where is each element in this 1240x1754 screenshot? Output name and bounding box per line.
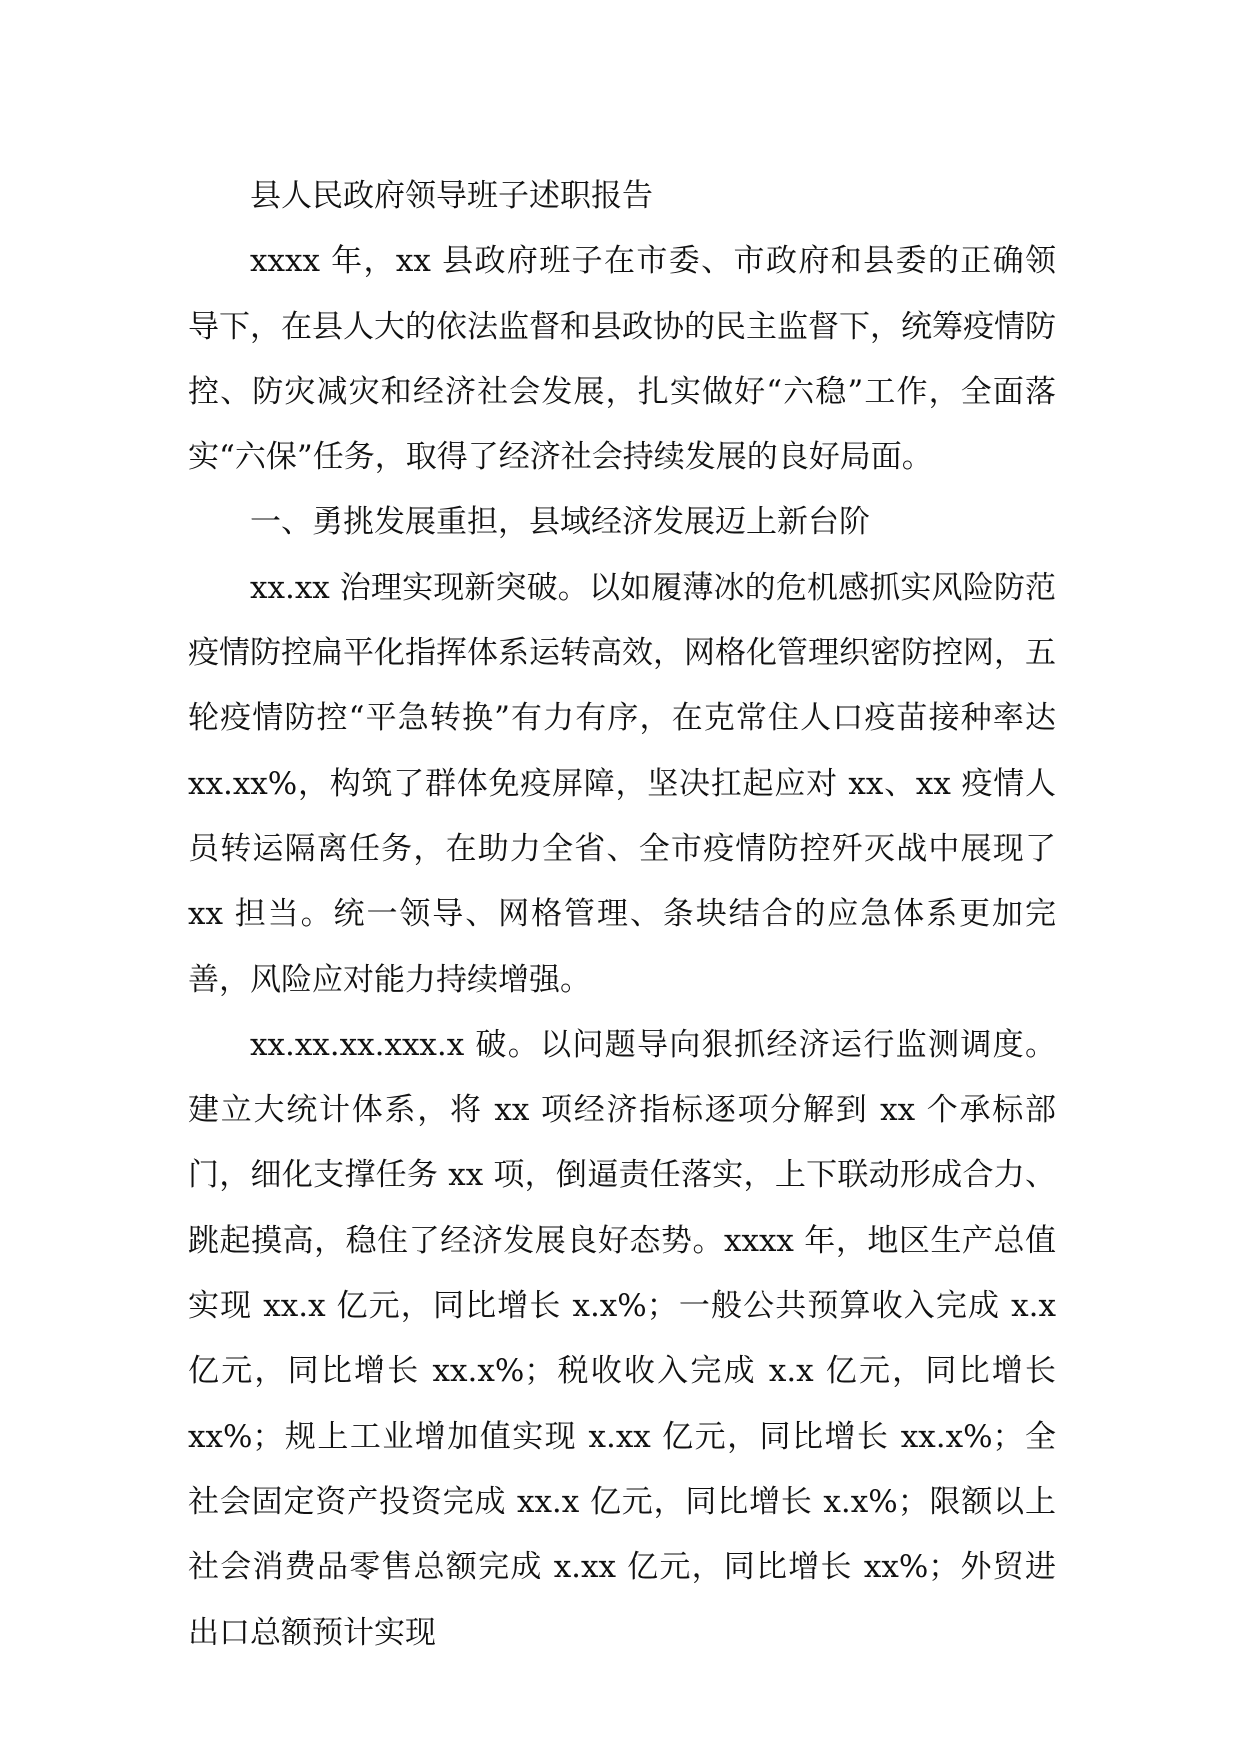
paragraph-economic-indicators: xx.xx.xx.xxx.x 破。以问题导向狠抓经济运行监测调度。建立大统计体系，将 xx 项经济指标逐项分解到 xx 个承标部门，细化支撑任务 xx 项，倒逼责任落实，上下联动形成合力、跳起摸高，稳住了经济发展良好态势。xxxx 年，地区生产总值实现 xx.x 亿元，同比增长 x.x%；一般公共预算收入完成 x.x 亿元，同比增长 xx.x%；税收收入完成 x.x 亿元，同比增长 xx%；规上工业增加值实现 x.xx 亿元，同比增长 xx.x%；全社会固定资产投资完成 xx.x 亿元，同比增长 x.x%；限额以上社会消费品零售总额完成 x.xx 亿元，同比增长 xx%；外贸进出口总额预计实现 [188,1026,1056,1651]
paragraph-risk-governance: xx.xx 治理实现新突破。以如履薄冰的危机感抓实风险防范疫情防控扁平化指挥体系运转高效，网格化管理织密防控网，五轮疫情防控“平急转换”有力有序，在克常住人口疫苗接种率达 xx.xx%，构筑了群体免疫屏障，坚决扛起应对 xx、xx 疫情人员转运隔离任务，在助力全省、全市疫情防控歼灭战中展现了 xx 担当。统一领导、网格管理、条块结合的应急体系更加完善，风险应对能力持续增强。 [188,569,1056,998]
document-body [188,164,1056,1666]
paragraph-intro: xxxx 年，xx 县政府班子在市委、市政府和县委的正确领导下，在县人大的依法监督和县政协的民主监督下，统筹疫情防控、防灾减灾和经济社会发展，扎实做好“六稳”工作，全面落实“六保”任务，取得了经济社会持续发展的良好局面。 [188,243,1056,476]
section-heading: 一、勇挑发展重担，县域经济发展迈上新台阶 [250,504,870,541]
document-title: 县人民政府领导班子述职报告 [250,178,653,214]
